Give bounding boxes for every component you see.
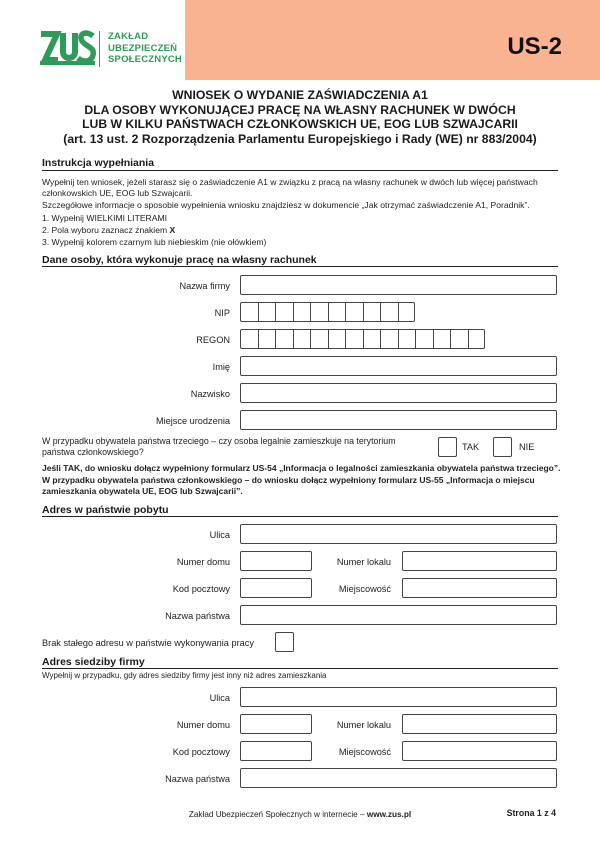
regon-cell[interactable] bbox=[433, 329, 451, 349]
no-checkbox[interactable] bbox=[493, 437, 512, 457]
res-city-field[interactable] bbox=[402, 578, 557, 598]
comp-house-no-label: Numer domu bbox=[176, 720, 230, 730]
title-line-4: (art. 13 ust. 2 Rozporządzenia Parlamentu Europejskiego i Rady (WE) nr 883/2004) bbox=[63, 131, 537, 146]
first-name-label: Imię bbox=[212, 362, 230, 372]
company-name-field[interactable] bbox=[240, 275, 557, 295]
birthplace-field[interactable] bbox=[240, 410, 557, 430]
instructions-item-2 bbox=[42, 225, 562, 236]
page-header bbox=[0, 0, 600, 80]
comp-street-label: Ulica bbox=[209, 693, 230, 703]
last-name-label: Nazwisko bbox=[190, 389, 230, 399]
res-postal-code-label: Kod pocztowy bbox=[172, 584, 230, 594]
regon-cell[interactable] bbox=[293, 329, 311, 349]
logo-text bbox=[108, 31, 182, 66]
person-heading: Dane osoby, która wykonuje pracę na własny rachunek bbox=[42, 254, 317, 266]
footer-text: Zakład Ubezpieczeń Społecznych w internecie – bbox=[188, 810, 367, 819]
res-street-field[interactable] bbox=[240, 524, 557, 544]
nip-cell[interactable] bbox=[258, 302, 276, 322]
zus-logo-icon bbox=[40, 30, 96, 66]
footer-link[interactable]: www.zus.pl bbox=[366, 810, 412, 819]
regon-cell[interactable] bbox=[328, 329, 346, 349]
title-line-1: WNIOSEK O WYDANIE ZAŚWIADCZENIA A1 bbox=[172, 88, 428, 102]
instructions-para-2: Szczegółowe informacje o sposobie wypełnienia wniosku znajdziesz w dokumencie „Jak otrzymać zaświadczenie A1, Poradnik”. bbox=[42, 200, 530, 210]
instructions-para-1: Wypełnij ten wniosek, jeżeli starasz się o zaświadczenie A1 w związku z pracą na własny rachunek w dwóch lub więcej państwach członkowskich UE, EOG lub Szwajcarii. bbox=[42, 177, 538, 198]
comp-street-field[interactable] bbox=[240, 687, 557, 707]
no-fixed-address-checkbox[interactable] bbox=[275, 632, 294, 652]
first-name-field[interactable] bbox=[240, 356, 557, 376]
instructions-item-1: 1. Wypełnij WIELKIMI LITERAMI bbox=[42, 213, 168, 223]
regon-cell[interactable] bbox=[380, 329, 398, 349]
comp-postal-code-label: Kod pocztowy bbox=[172, 747, 230, 757]
regon-cell[interactable] bbox=[345, 329, 363, 349]
no-fixed-address-label: Brak stałego adresu w państwie wykonywania pracy bbox=[42, 638, 254, 648]
nip-cell[interactable] bbox=[380, 302, 398, 322]
logo-separator bbox=[99, 31, 100, 67]
instructions-item-3: 3. Wypełnij kolorem czarnym lub niebieskim (nie ołówkiem) bbox=[42, 237, 267, 247]
logo-line-3: SPOŁECZNYCH bbox=[108, 54, 182, 65]
nip-cell[interactable] bbox=[240, 302, 258, 322]
comp-country-label: Nazwa państwa bbox=[165, 774, 230, 784]
comp-city-field[interactable] bbox=[402, 741, 557, 761]
residence-address-rule bbox=[42, 516, 558, 517]
res-city-label: Miejscowość bbox=[338, 584, 391, 594]
page-number: Strona 1 z 4 bbox=[506, 808, 556, 818]
person-rule bbox=[42, 266, 558, 267]
company-address-hint: Wypełnij w przypadku, gdy adres siedziby firmy jest inny niż adres zamieszkania bbox=[42, 671, 327, 680]
company-name-label: Nazwa firmy bbox=[179, 281, 230, 291]
yes-label: TAK bbox=[462, 442, 480, 452]
nip-field[interactable] bbox=[240, 302, 415, 322]
regon-cell[interactable] bbox=[468, 329, 486, 349]
regon-cell[interactable] bbox=[258, 329, 276, 349]
nip-label: NIP bbox=[214, 308, 230, 318]
company-address-rule bbox=[42, 668, 558, 669]
comp-city-label: Miejscowość bbox=[338, 747, 391, 757]
res-house-no-label: Numer domu bbox=[176, 557, 230, 567]
res-country-field[interactable] bbox=[240, 605, 557, 625]
us54-note: Jeśli TAK, do wniosku dołącz wypełniony formularz US-54 „Informacja o legalności zamieszkania obywatela państwa trzeciego”. bbox=[42, 463, 561, 473]
regon-cell[interactable] bbox=[275, 329, 293, 349]
residence-address-heading: Adres w państwie pobytu bbox=[42, 504, 169, 516]
last-name-field[interactable] bbox=[240, 383, 557, 403]
no-label: NIE bbox=[519, 442, 535, 452]
logo-line-2: UBEZPIECZEŃ bbox=[108, 42, 178, 54]
logo-line-1: ZAKŁAD bbox=[108, 31, 149, 42]
nip-cell[interactable] bbox=[310, 302, 328, 322]
regon-cell[interactable] bbox=[415, 329, 433, 349]
res-country-label: Nazwa państwa bbox=[165, 611, 230, 621]
regon-field[interactable] bbox=[240, 329, 485, 349]
instructions-item-2-text: 2. Pola wyboru zaznacz znakiem bbox=[42, 225, 170, 235]
comp-flat-no-label: Numer lokalu bbox=[336, 720, 391, 730]
title-line-2: DLA OSOBY WYKONUJĄCEJ PRACĘ NA WŁASNY RACHUNEK W DWÓCH bbox=[84, 102, 516, 117]
residence-question: W przypadku obywatela państwa trzeciego – czy osoba legalnie zamieszkuje na terytorium państwa członkowskiego? bbox=[42, 436, 396, 457]
nip-cell[interactable] bbox=[328, 302, 346, 322]
nip-cell[interactable] bbox=[345, 302, 363, 322]
res-flat-no-label: Numer lokalu bbox=[336, 557, 391, 567]
comp-country-field[interactable] bbox=[240, 768, 557, 788]
company-address-heading: Adres siedziby firmy bbox=[42, 656, 145, 668]
regon-cell[interactable] bbox=[363, 329, 381, 349]
regon-cell[interactable] bbox=[240, 329, 258, 349]
nip-cell[interactable] bbox=[398, 302, 416, 322]
nip-cell[interactable] bbox=[363, 302, 381, 322]
regon-cell[interactable] bbox=[310, 329, 328, 349]
res-flat-no-field[interactable] bbox=[402, 551, 557, 571]
us55-note: W przypadku obywatela państwa członkowskiego – do wniosku dołącz wypełniony formularz US-55 „Informacja o miejscu zamieszkania obywatela UE, EOG lub Szwajcarii”. bbox=[42, 475, 535, 496]
res-street-label: Ulica bbox=[209, 530, 230, 540]
birthplace-label: Miejsce urodzenia bbox=[155, 416, 230, 426]
regon-cell[interactable] bbox=[398, 329, 416, 349]
comp-flat-no-field[interactable] bbox=[402, 714, 557, 734]
instructions-heading: Instrukcja wypełniania bbox=[42, 157, 155, 169]
nip-cell[interactable] bbox=[275, 302, 293, 322]
instructions-rule bbox=[42, 170, 558, 171]
yes-checkbox[interactable] bbox=[438, 437, 457, 457]
instructions-item-2-mark: X bbox=[169, 225, 176, 235]
nip-cell[interactable] bbox=[293, 302, 311, 322]
title-line-3: LUB W KILKU PAŃSTWACH CZŁONKOWSKICH UE, EOG LUB SZWAJCARII bbox=[82, 117, 518, 131]
regon-label: REGON bbox=[196, 335, 230, 345]
form-code: US-2 bbox=[507, 33, 562, 60]
regon-cell[interactable] bbox=[450, 329, 468, 349]
form-title bbox=[40, 88, 560, 146]
